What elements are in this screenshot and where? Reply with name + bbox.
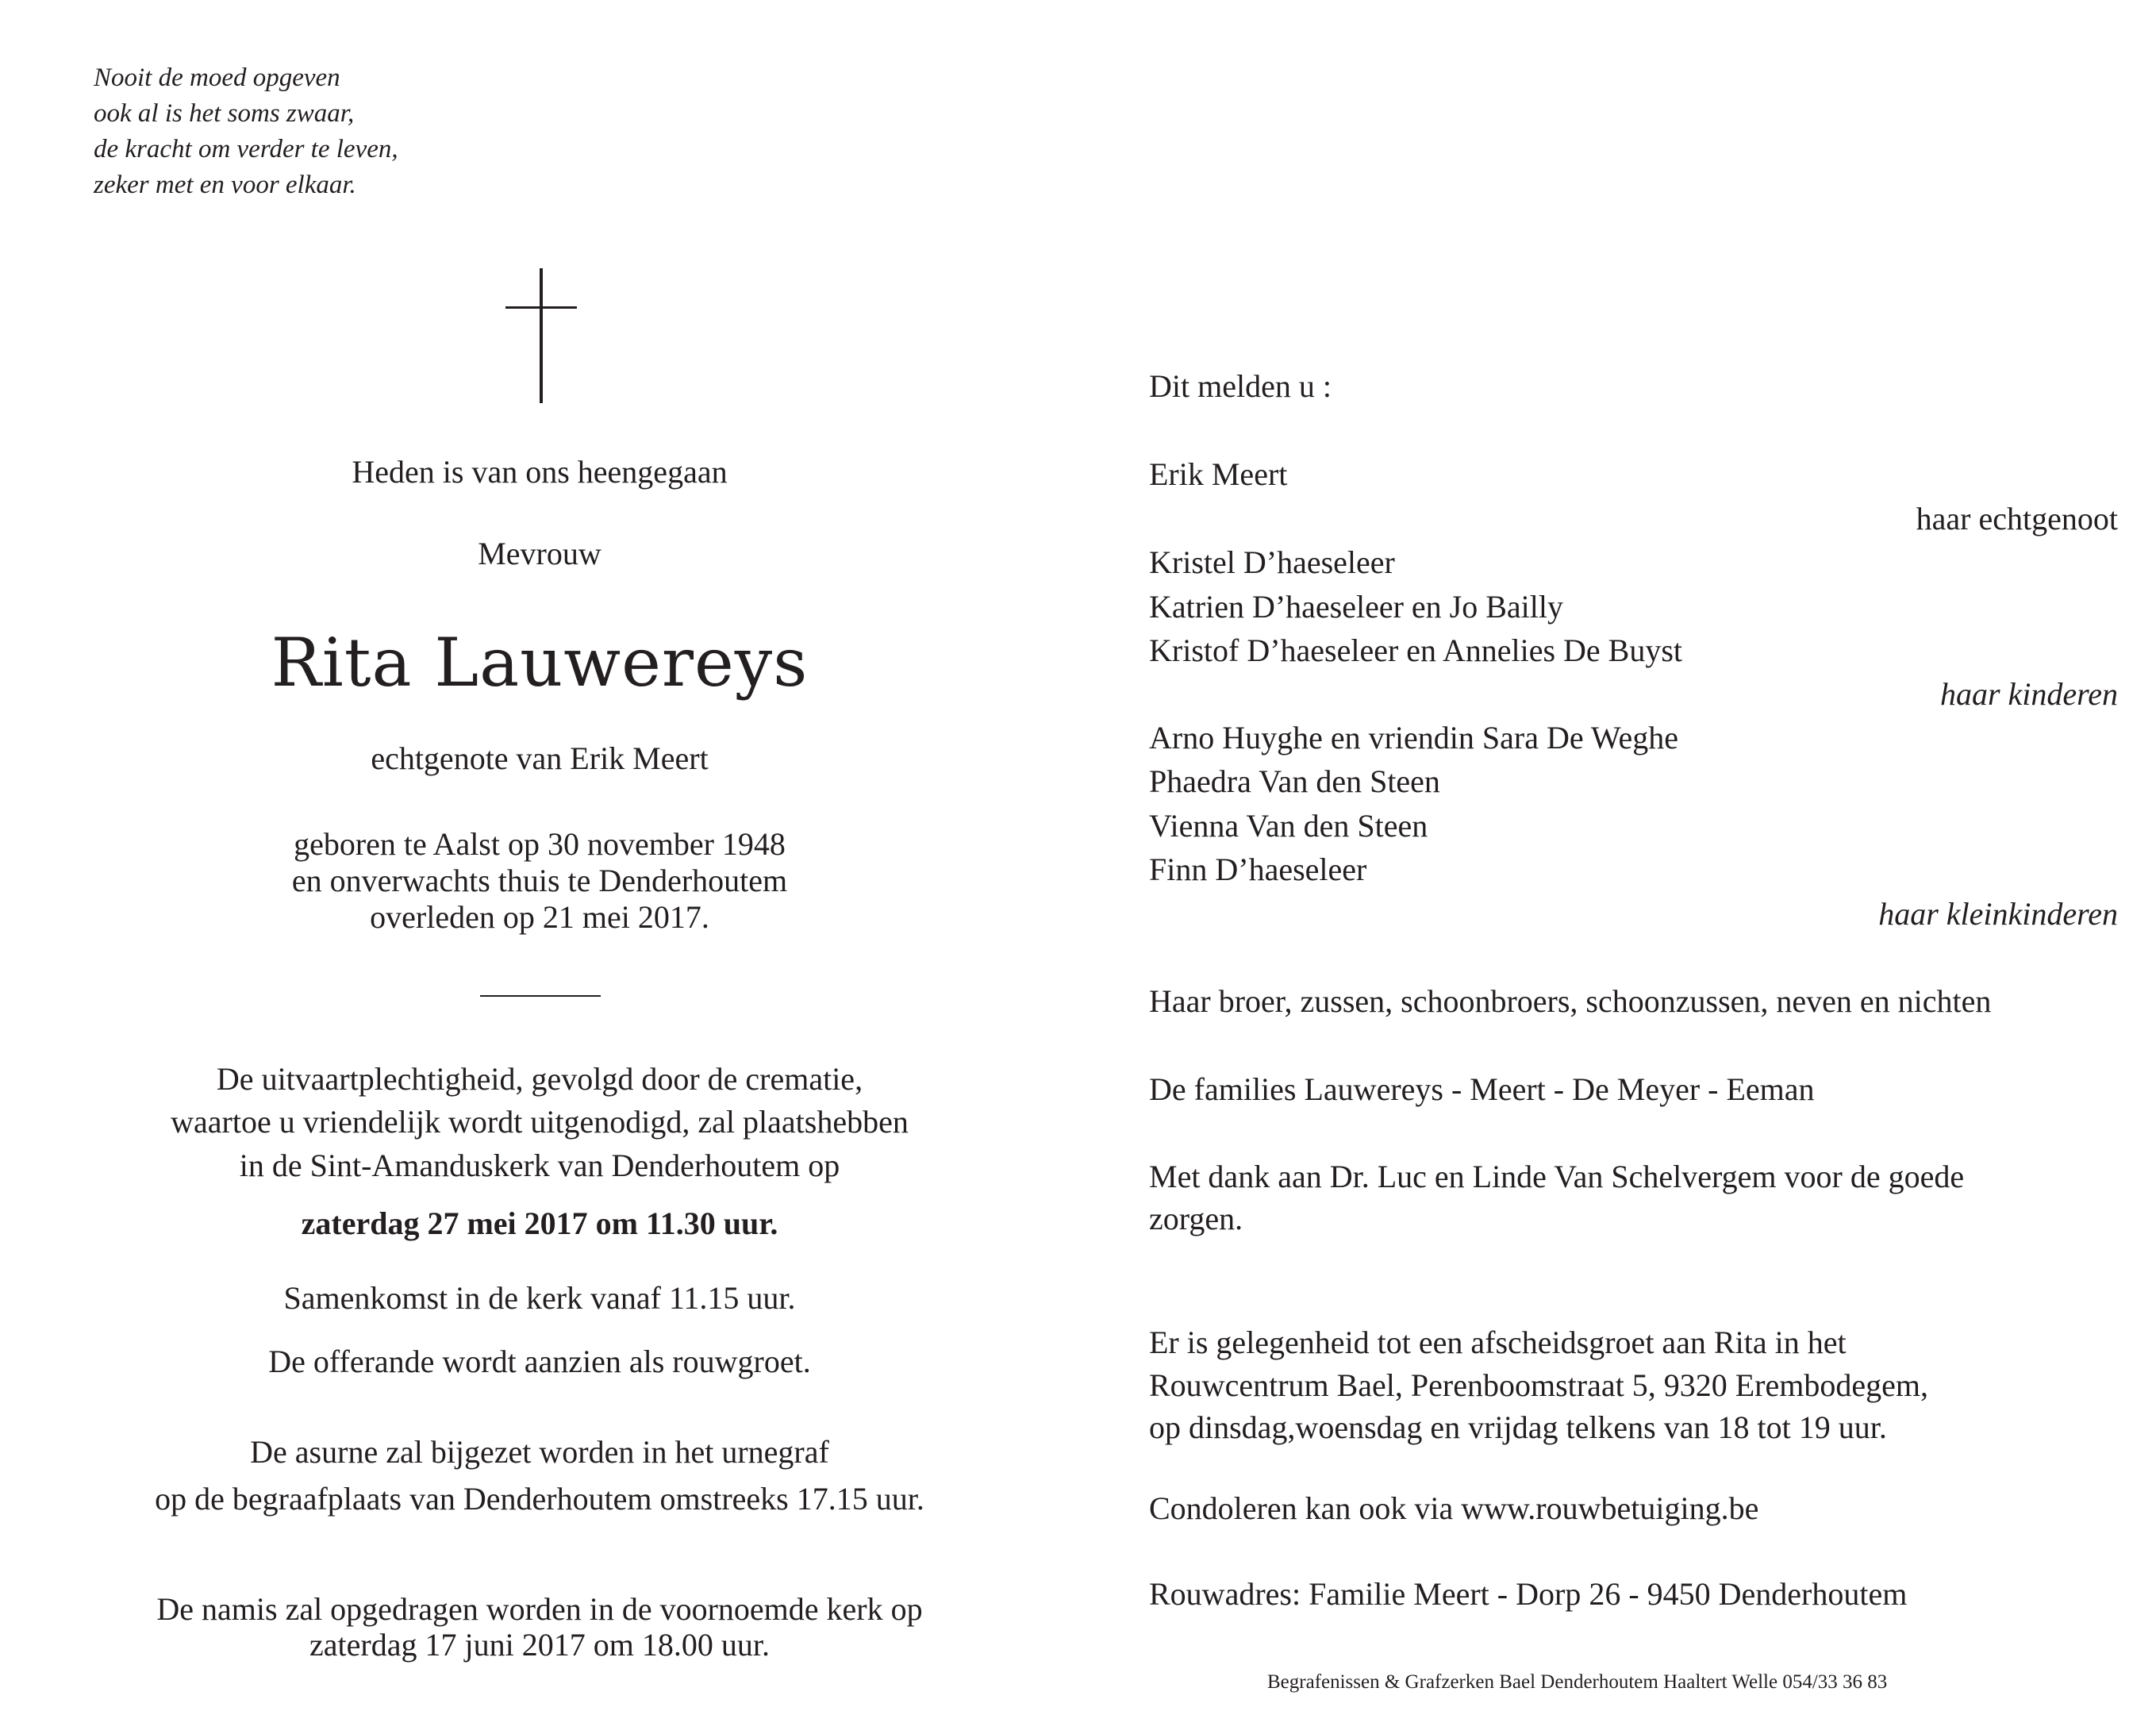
farewell-line-3: op dinsdag,woensdag en vrijdag telkens van 18 tot 19 uur. bbox=[1149, 1409, 1887, 1445]
grandchild-name: Finn D’haeseleer bbox=[1149, 852, 1367, 887]
ceremony-line-1: De uitvaartplechtigheid, gevolgd door de crematie, bbox=[216, 1061, 863, 1097]
poem-line: ook al is het soms zwaar, bbox=[94, 99, 355, 128]
birth-line: geboren te Aalst op 30 november 1948 bbox=[294, 826, 786, 862]
grandchild-name: Vienna Van den Steen bbox=[1149, 808, 1428, 844]
mass-line-1: De namis zal opgedragen worden in de voornoemde kerk op bbox=[156, 1591, 923, 1627]
offering-line: De offerande wordt aanzien als rouwgroet. bbox=[268, 1344, 811, 1379]
death-line-2: overleden op 21 mei 2017. bbox=[370, 899, 709, 935]
relation-children: haar kinderen bbox=[1939, 676, 2118, 712]
relation-spouse: haar echtgenoot bbox=[1916, 501, 2118, 536]
poem-line: zeker met en voor elkaar. bbox=[94, 171, 356, 199]
urn-line-2: op de begraafplaats van Denderhoutem omstreeks 17.15 uur. bbox=[155, 1481, 924, 1517]
ceremony-date: zaterdag 27 mei 2017 om 11.30 uur. bbox=[301, 1205, 778, 1241]
urn-line-1: De asurne zal bijgezet worden in het urnegraf bbox=[250, 1434, 829, 1470]
siblings-line: Haar broer, zussen, schoonbroers, schoonzussen, neven en nichten bbox=[1149, 983, 1992, 1019]
deceased-name: Rita Lauwereys bbox=[271, 624, 809, 702]
announcement-heading: Dit melden u : bbox=[1149, 368, 1332, 404]
mourning-address: Rouwadres: Familie Meert - Dorp 26 - 9450 Denderhoutem bbox=[1149, 1576, 1908, 1612]
thanks-line-1: Met dank aan Dr. Luc en Linde Van Schelvergem voor de goede bbox=[1149, 1159, 1965, 1194]
honorific: Mevrouw bbox=[478, 536, 601, 571]
farewell-line-2: Rouwcentrum Bael, Perenboomstraat 5, 9320 Erembodegem, bbox=[1149, 1367, 1928, 1403]
relation-grandchildren: haar kleinkinderen bbox=[1878, 896, 2118, 932]
poem bbox=[94, 60, 398, 203]
families-line: De families Lauwereys - Meert - De Meyer - Eeman bbox=[1149, 1071, 1815, 1107]
thanks-line-2: zorgen. bbox=[1149, 1201, 1243, 1236]
farewell-line-1: Er is gelegenheid tot een afscheidsgroet aan Rita in het bbox=[1149, 1325, 1847, 1360]
death-line-1: en onverwachts thuis te Denderhoutem bbox=[291, 863, 788, 898]
grandchild-name: Phaedra Van den Steen bbox=[1149, 763, 1440, 799]
divider bbox=[480, 995, 601, 997]
gathering-line: Samenkomst in de kerk vanaf 11.15 uur. bbox=[283, 1280, 796, 1316]
ceremony-line-3: in de Sint-Amanduskerk van Denderhoutem op bbox=[239, 1148, 840, 1183]
grandchild-name: Arno Huyghe en vriendin Sara De Weghe bbox=[1149, 720, 1678, 756]
child-name: Kristel D’haeseleer bbox=[1149, 544, 1395, 580]
poem-line: Nooit de moed opgeven bbox=[94, 63, 340, 92]
poem-line: de kracht om verder te leven, bbox=[94, 135, 398, 163]
spouse-line: echtgenote van Erik Meert bbox=[371, 740, 709, 776]
condolences-line: Condoleren kan ook via www.rouwbetuiging.be bbox=[1149, 1490, 1759, 1526]
mass-line-2: zaterdag 17 juni 2017 om 18.00 uur. bbox=[309, 1627, 770, 1663]
spouse-name: Erik Meert bbox=[1149, 456, 1288, 492]
child-name: Kristof D’haeseleer en Annelies De Buyst bbox=[1149, 632, 1683, 668]
ceremony-line-2: waartoe u vriendelijk wordt uitgenodigd, zal plaatshebben bbox=[171, 1104, 909, 1140]
intro-text: Heden is van ons heengegaan bbox=[352, 454, 728, 490]
funeral-home-footer: Begrafenissen & Grafzerken Bael Denderhoutem Haaltert Welle 054/33 36 83 bbox=[1267, 1671, 1888, 1693]
child-name: Katrien D’haeseleer en Jo Bailly bbox=[1149, 589, 1564, 625]
cross-vertical bbox=[540, 268, 543, 403]
cross-horizontal bbox=[505, 306, 577, 309]
